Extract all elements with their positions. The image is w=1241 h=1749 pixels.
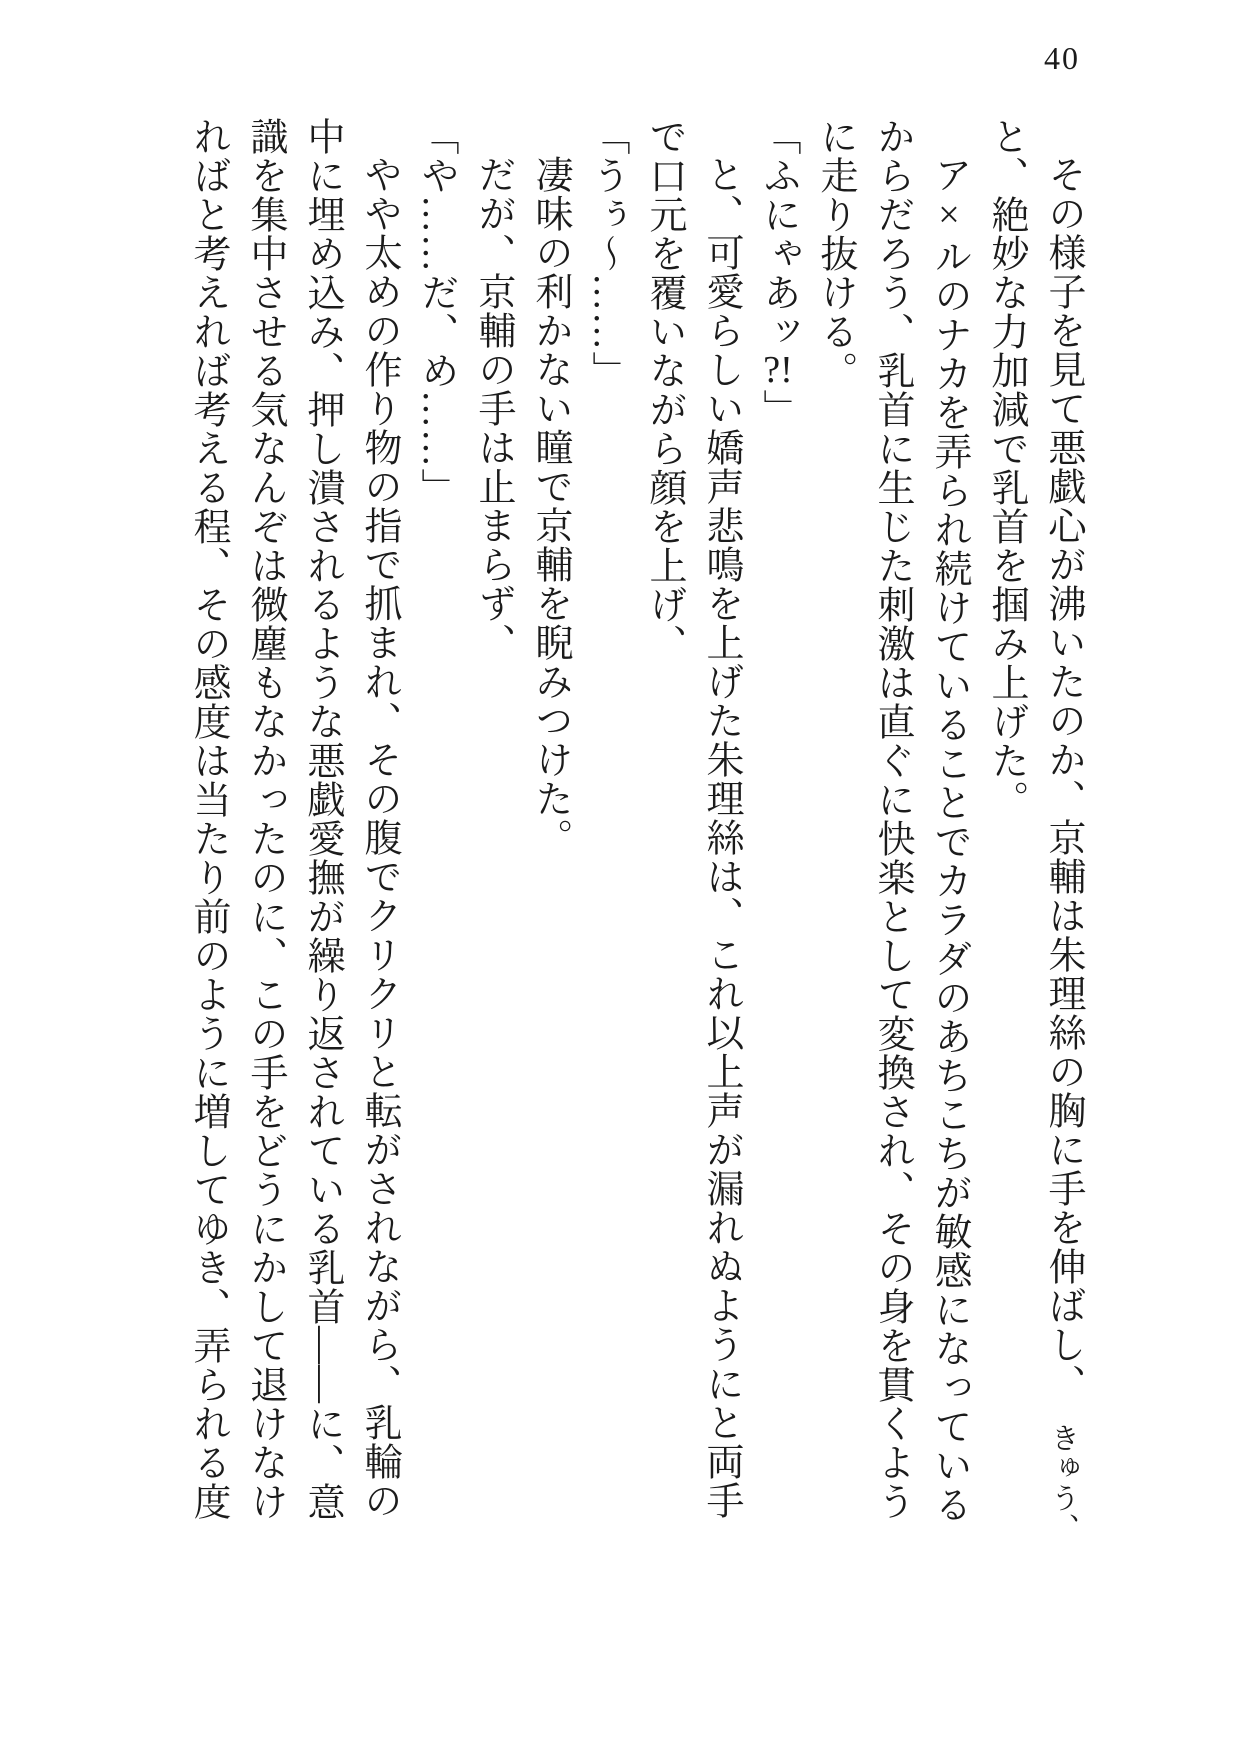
text-segment: 」 — [757, 389, 799, 428]
vertical-text-block — [179, 117, 1091, 1697]
text-segment: 凄味の利かない瞳で京輔を睨みつけた。 — [529, 155, 571, 857]
paragraph — [521, 117, 578, 1697]
page-number: 40 — [1044, 40, 1080, 76]
paragraph — [464, 117, 521, 1697]
text-segment: その様子を見て悪戯心が沸いたのか、京輔は朱理絲の胸に手を伸ばし、 — [1042, 155, 1084, 1423]
text-segment: で口元を覆いながら顔を上げ、 — [643, 117, 685, 663]
paragraph — [635, 117, 749, 1697]
paragraph — [749, 117, 806, 1697]
text-segment: ればと考えれば考える程、その感度は当たり前のように増してゆき、弄られる度 — [187, 117, 229, 1521]
text-segment: ア×ルのナカを弄られ続けていることでカラダのあちこちが敏感になっている — [928, 155, 970, 1524]
text-segment: に走り抜ける。 — [814, 117, 856, 390]
paragraph — [407, 117, 464, 1697]
small-text-segment: きゅう、 — [1047, 1423, 1079, 1543]
tatechuyoko-segment: ?! — [763, 351, 793, 389]
text-segment: だが、京輔の手は止まらず、 — [472, 155, 514, 662]
text-segment: と、可愛らしい嬌声悲鳴を上げた朱理絲は、これ以上声が漏れぬようにと両手 — [700, 155, 742, 1520]
text-segment: 「うぅ〜……」 — [586, 117, 628, 390]
paragraph — [179, 117, 407, 1697]
paragraph — [578, 117, 635, 1697]
text-segment: やや太めの作り物の指で抓まれ、その腹でクリクリと転がされながら、乳輪の — [358, 155, 400, 1520]
paragraph — [806, 117, 977, 1697]
text-segment: 中に埋め込み、押し潰されるような悪戯愛撫が繰り返されている乳首――に、意 — [301, 117, 343, 1521]
text-segment: 「ふにゃあッ — [757, 117, 799, 351]
text-segment: 「や……だ、め……」 — [415, 117, 457, 507]
text-segment: と、絶妙な力加減で乳首を掴み上げた。 — [985, 117, 1027, 819]
text-segment: 識を集中させる気なんぞは微塵もなかったのに、この手をどうにかして退けなけ — [244, 117, 286, 1521]
paragraph — [977, 117, 1091, 1697]
text-segment: からだろう、乳首に生じた刺激は直ぐに快楽として変換され、その身を貫くよう — [871, 117, 913, 1521]
